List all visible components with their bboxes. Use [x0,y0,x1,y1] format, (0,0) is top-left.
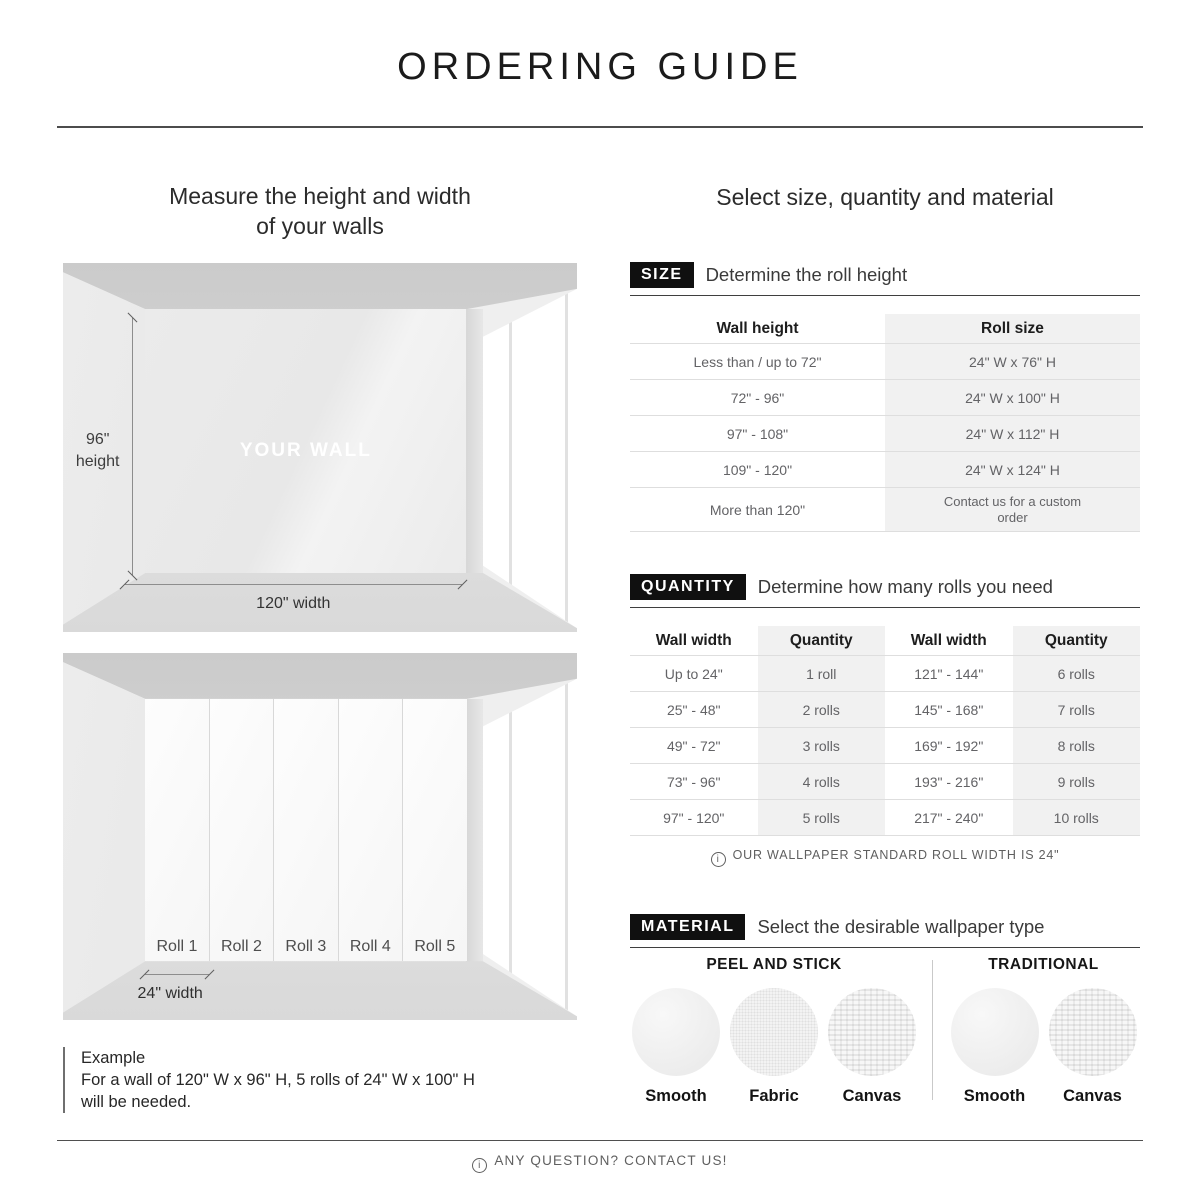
measure-heading-line1: Measure the height and width [169,183,471,209]
quantity-table-row [630,655,1140,691]
roll-size-cell: 24" W x 124" H [885,451,1140,487]
roll-note-text: OUR WALLPAPER STANDARD ROLL WIDTH IS 24" [732,848,1060,862]
traditional-label: TRADITIONAL [988,956,1099,973]
material-section-header [630,914,1140,948]
qty-col-quantity-2: Quantity [1013,626,1141,655]
roll-panel [210,699,274,961]
example-line1: For a wall of 120" W x 96" H, 5 rolls of 24" W x 100" H [81,1071,475,1089]
width-measure-line [125,584,462,585]
custom-order-text: Contact us for a custom order [943,493,1082,525]
example-line2: will be needed. [81,1093,192,1111]
smooth-texture-icon [951,988,1039,1076]
quantity-cell: 10 rolls [1013,799,1141,835]
quantity-cell: 2 rolls [758,691,886,727]
qty-col-wall-width-1: Wall width [655,631,732,649]
height-measure-line [132,318,133,574]
height-label [68,429,127,473]
wall-height-cell: More than 120" [630,487,885,531]
wall-width-cell: 193" - 216" [885,763,1013,799]
roll-panel [274,699,338,961]
your-wall-label: YOUR WALL [239,440,372,462]
wall-width-cell: 97" - 120" [630,799,758,835]
material-swatch-canvas [828,988,916,1106]
roll-label: Roll 2 [220,938,262,956]
quantity-table [630,626,1140,836]
roll-panel [145,699,209,961]
roll-size-cell: 24" W x 100" H [885,379,1140,415]
roll-label: Roll 5 [414,938,456,956]
material-swatch-smooth [951,988,1039,1106]
peel-and-stick-group [630,956,918,1106]
swatch-label: Canvas [842,1087,902,1105]
wallpaper-rolls [145,699,466,961]
roll-width-measure-line [145,974,209,975]
size-table-row [630,379,1140,415]
quantity-cell: 8 rolls [1013,727,1141,763]
material-badge: MATERIAL [630,914,745,940]
room-illustration-rolls [63,653,577,1020]
canvas-texture-icon [1049,988,1137,1076]
info-icon [472,1158,487,1173]
room-window-pillar [466,309,482,580]
swatch-label: Canvas [1063,1087,1122,1105]
room-illustration-your-wall [63,263,577,632]
measure-heading-line2: of your walls [256,213,384,239]
quantity-table-row [630,691,1140,727]
size-section-header [630,262,1140,296]
qty-col-quantity-1: Quantity [758,626,886,655]
select-section-heading: Select size, quantity and material [716,184,1054,210]
swatch-label: Smooth [963,1087,1026,1105]
measure-section-heading [63,181,577,241]
material-groups [630,956,1140,1106]
quantity-cell: 5 rolls [758,799,886,835]
size-table-row [630,343,1140,379]
page-title: ORDERING GUIDE [397,46,803,88]
room-window [483,263,577,632]
standard-roll-width-note [630,848,1140,867]
wall-height-cell: 97" - 108" [630,415,885,451]
size-table [630,314,1140,532]
smooth-texture-icon [632,988,720,1076]
height-word: height [75,453,120,471]
bottom-divider [57,1140,1143,1141]
size-table-header [630,314,1140,343]
quantity-table-row [630,763,1140,799]
contact-note-text: ANY QUESTION? CONTACT US! [494,1153,728,1168]
material-swatch-smooth [632,988,720,1106]
size-table-row [630,415,1140,451]
size-col-roll-size: Roll size [885,314,1140,343]
quantity-cell: 7 rolls [1013,691,1141,727]
room-window [483,653,577,1020]
quantity-description: Determine how many rolls you need [757,576,1053,597]
quantity-cell: 1 roll [758,655,886,691]
wall-height-cell: 72" - 96" [630,379,885,415]
wall-height-cell: 109" - 120" [630,451,885,487]
size-description: Determine the roll height [705,264,908,285]
roll-size-cell: 24" W x 112" H [885,415,1140,451]
peel-and-stick-swatches [630,988,918,1106]
quantity-table-header [630,626,1140,655]
width-label: 120" width [256,595,331,613]
traditional-swatches [947,988,1140,1106]
material-swatch-fabric [730,988,818,1106]
material-description: Select the desirable wallpaper type [757,916,1045,937]
roll-width-label: 24" width [137,985,203,1003]
wall-width-cell: 145" - 168" [885,691,1013,727]
roll-panel [403,699,466,961]
roll-label: Roll 4 [349,938,391,956]
traditional-group [947,956,1140,1106]
material-group-divider [932,960,933,1100]
wall-width-cell: 121" - 144" [885,655,1013,691]
size-col-wall-height: Wall height [716,319,799,337]
quantity-cell: 4 rolls [758,763,886,799]
fabric-texture-icon [730,988,818,1076]
quantity-section-header [630,574,1140,608]
quantity-badge: QUANTITY [630,574,746,600]
quantity-cell: 3 rolls [758,727,886,763]
quantity-table-row [630,799,1140,835]
height-value: 96" [85,431,110,449]
quantity-cell: 6 rolls [1013,655,1141,691]
wall-width-cell: 49" - 72" [630,727,758,763]
example-note [63,1047,475,1113]
size-table-row [630,487,1140,531]
wall-width-cell: 217" - 240" [885,799,1013,835]
room-window-pillar [466,699,482,969]
quantity-table-row [630,727,1140,763]
roll-size-cell: 24" W x 76" H [885,343,1140,379]
size-table-row [630,451,1140,487]
quantity-cell: 9 rolls [1013,763,1141,799]
roll-size-cell [885,487,1140,531]
roll-panel [339,699,403,961]
wall-width-cell: 25" - 48" [630,691,758,727]
top-divider [57,126,1143,128]
canvas-texture-icon [828,988,916,1076]
roll-label: Roll 3 [285,938,327,956]
swatch-label: Fabric [749,1087,799,1105]
wall-width-cell: 169" - 192" [885,727,1013,763]
qty-col-wall-width-2: Wall width [910,631,987,649]
contact-note [0,1153,1200,1173]
size-badge: SIZE [630,262,694,288]
example-title: Example [81,1049,146,1067]
material-swatch-canvas [1049,988,1137,1106]
wall-width-cell: Up to 24" [630,655,758,691]
wall-height-cell: Less than / up to 72" [630,343,885,379]
wall-width-cell: 73" - 96" [630,763,758,799]
peel-and-stick-label: PEEL AND STICK [706,956,842,973]
info-icon [711,852,726,867]
swatch-label: Smooth [645,1087,707,1105]
roll-label: Roll 1 [156,938,198,956]
